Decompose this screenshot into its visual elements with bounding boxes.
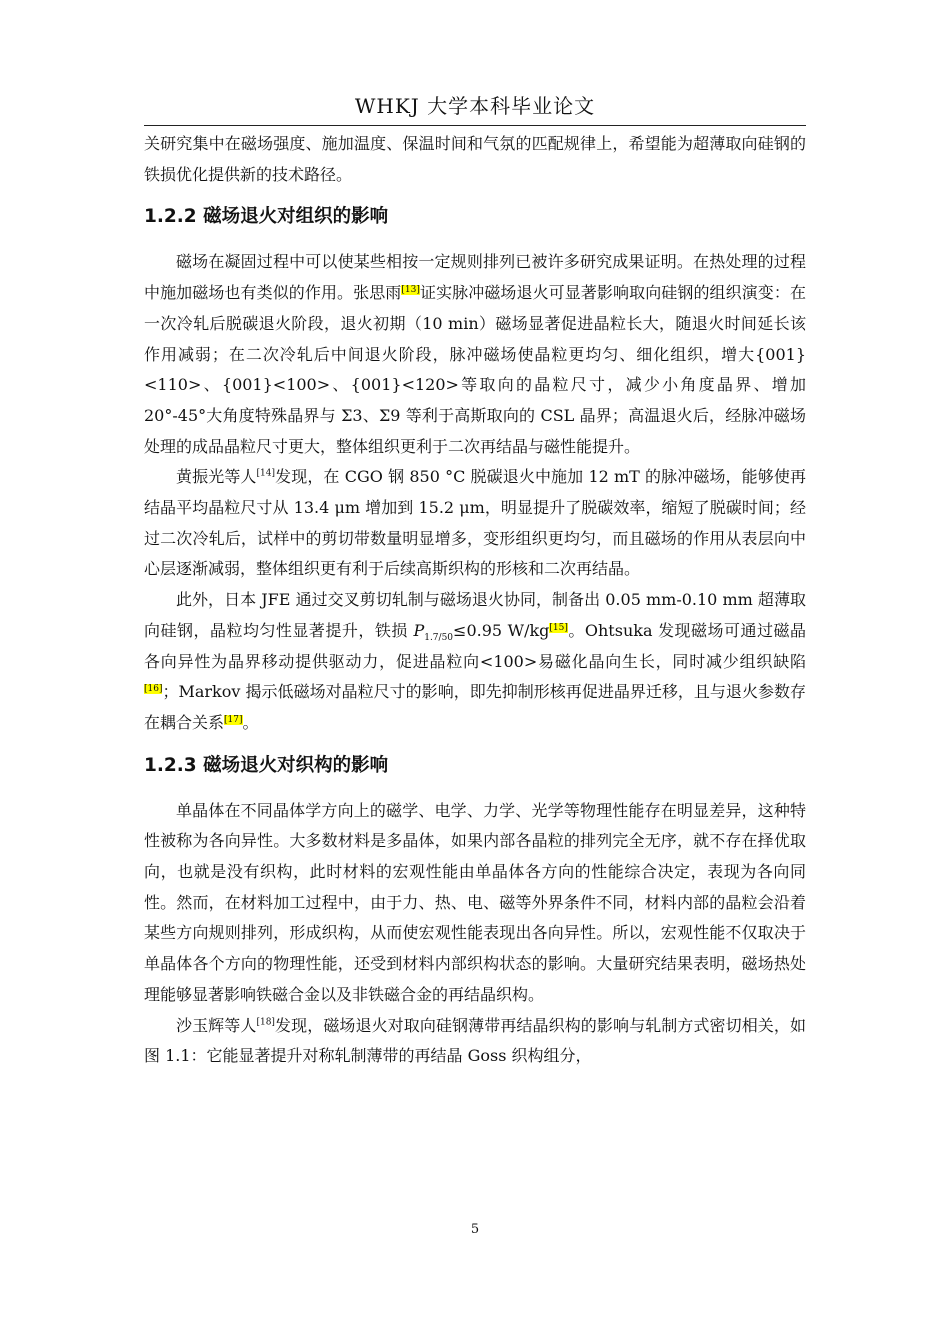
section-heading-1-2-2: 1.2.2 磁场退火对组织的影响 <box>144 206 389 228</box>
citation-16[interactable]: [16] <box>144 683 163 694</box>
page-header-title: WHKJ 大学本科毕业论文 <box>354 94 596 118</box>
iron-loss-symbol: P <box>413 620 425 640</box>
continued-paragraph: 关研究集中在磁场强度、施加温度、保温时间和气氛的匹配规律上，希望能为超薄取向硅钢的铁损优化提供新的技术路径。 <box>144 134 806 184</box>
header-divider <box>144 125 806 126</box>
paragraph-text: 此外，日本 JFE 通过交叉剪切轧制与磁场退火协同，制备出 0.05 mm-0.10 mm 超薄取向硅钢，晶粒均匀性显著提升，铁损 <box>144 590 806 640</box>
iron-loss-subscript: 1.7/50 <box>424 633 454 644</box>
paragraph-text: 黄振光等人 <box>176 467 257 487</box>
paragraph-huang-study <box>144 462 806 585</box>
paragraph-text: 。 <box>242 712 259 732</box>
paragraph-text: 。Ohtsuka 发现磁场可通过磁晶各向异性为晶界移动提供驱动力，促进晶粒向<100>易磁化晶向生长，同时减少组织缺陷 <box>144 620 806 671</box>
paragraph-sha-study <box>144 1011 806 1072</box>
paragraph-text: 发现，磁场退火对取向硅钢薄带再结晶织构的影响与轧制方式密切相关，如图 1.1：它能显著提升对称轧制薄带的再结晶 Goss 织构组分， <box>144 1015 806 1066</box>
paragraph-text: 沙玉辉等人 <box>176 1015 257 1035</box>
citation-14[interactable]: [14] <box>256 469 276 479</box>
paragraph-text: ；Markov 揭示低磁场对晶粒尺寸的影响，即先抑制形核再促进晶界迁移，且与退火参数存在耦合关系 <box>144 682 806 732</box>
citation-17[interactable]: [17] <box>224 714 243 725</box>
citation-15[interactable]: [15] <box>549 622 568 633</box>
citation-18[interactable]: [18] <box>256 1017 275 1028</box>
section-heading-1-2-3: 1.2.3 磁场退火对织构的影响 <box>144 754 389 776</box>
paragraph-jfe-study <box>144 585 806 739</box>
paragraph-text: 磁场在凝固过程中可以使某些相按一定规则排列已被许多研究成果证明。在热处理的过程中施加磁场也有类似的作用。张思雨 <box>144 252 806 303</box>
page-number: 5 <box>470 1222 480 1237</box>
paragraph-text: 证实脉冲磁场退火可显著影响取向硅钢的组织演变：在一次冷轧后脱碳退火阶段，退火初期（10 min）磁场显著促进晶粒长大，随退火时间延长该作用减弱；在二次冷轧后中间退火阶段，脉冲磁场使晶粒更均匀、细化组织，增大{001}<110>、{001}<100>、{001}<120>等取向的晶粒尺寸，减少小角度晶界、增加 20°-45°大角度特殊晶界与 Σ3、Σ9 等利于高斯取向的 CSL 晶界；高温退火后，经脉冲磁场处理的成品晶粒尺寸更大，整体组织更利于二次再结晶与磁性能提升。 <box>144 283 806 456</box>
paragraph-text: ≤0.95 W/kg <box>453 620 550 640</box>
paragraph-anisotropy: 单晶体在不同晶体学方向上的磁学、电学、力学、光学等物理性能存在明显差异，这种特性被称为各向异性。大多数材料是多晶体，如果内部各晶粒的排列完全无序，就不存在择优取向，也就是没有织构，此时材料的宏观性能由单晶体各方向的性能综合决定，表现为各向同性。然而，在材料加工过程中，由于力、热、电、磁等外界条件不同，材料内部的晶粒会沿着某些方向规则排列，形成织构，从而使宏观性能表现出各向异性。所以，宏观性能不仅取决于单晶体各个方向的物理性能，还受到材料内部织构状态的影响。大量研究结果表明，磁场热处理能够显著影响铁磁合金以及非铁磁合金的再结晶织构。 <box>144 800 806 1004</box>
citation-13[interactable]: [13] <box>401 284 420 295</box>
paragraph-pulsed-field-annealing <box>144 247 806 462</box>
page-body <box>144 129 806 1072</box>
paragraph-text: 发现，在 CGO 钢 850 °C 脱碳退火中施加 12 mT 的脉冲磁场，能够使再结晶平均晶粒尺寸从 13.4 μm 增加到 15.2 μm，明显提升了脱碳效率，缩短了脱碳时间；经过二次冷轧后，试样中的剪切带数量明显增多，变形组织更均匀，而且磁场的作用从表层向中心层逐渐减弱，整体组织更有利于后续高斯织构的形核和二次再结晶。 <box>144 467 806 579</box>
